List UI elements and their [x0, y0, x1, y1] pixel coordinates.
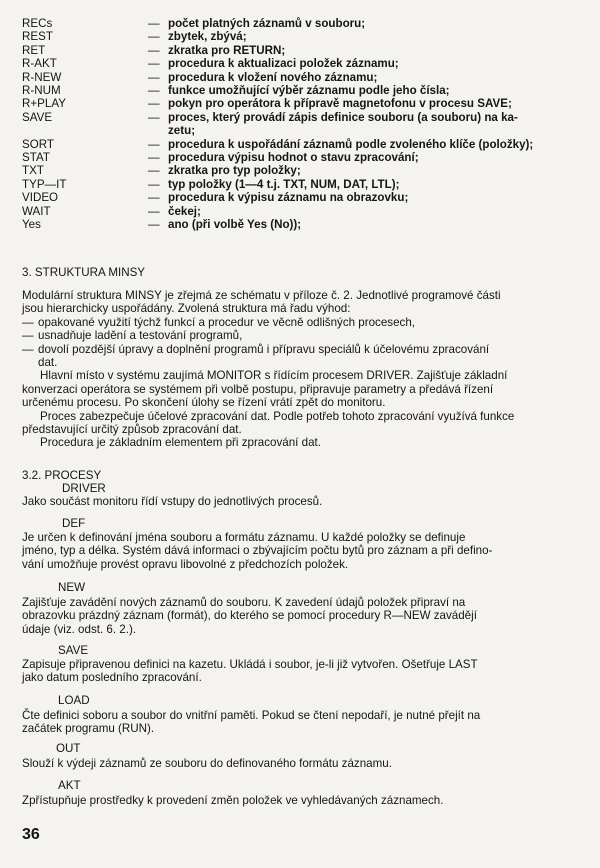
- process-line: Zapisuje připravenou definici na kazetu. Ukládá i soubor, je-li již vytvořen. Ošetřuje LAST: [22, 658, 478, 671]
- section-body: [22, 289, 592, 450]
- glossary-dash: —: [148, 97, 160, 111]
- glossary-dash: —: [148, 204, 160, 218]
- glossary-term: RET: [22, 43, 46, 57]
- glossary-row: [22, 97, 592, 110]
- glossary-row: [22, 71, 592, 84]
- process-name: DEF: [62, 517, 86, 530]
- glossary-term: STAT: [22, 151, 50, 165]
- process-line: Slouží k výdeji záznamů ze souboru do definovaného formátu záznamu.: [22, 757, 392, 770]
- glossary-row: [22, 164, 592, 177]
- process-description: [22, 794, 588, 807]
- process-description: [22, 531, 588, 571]
- glossary-term: WAIT: [22, 204, 51, 218]
- process-line: jméno, typ a délka. Systém dává informaci o zbývajícím počtu bytů pro záznam a při defino-: [22, 544, 493, 558]
- glossary-dash: —: [148, 110, 160, 124]
- glossary-term: R-NEW: [22, 70, 62, 84]
- glossary-definition-line: proces, který provádí zápis definice souboru (a souboru) na ka-: [168, 110, 518, 124]
- paragraph-line: Hlavní místo v systému zaujímá MONITOR s řídícím procesem DRIVER. Zajišťuje základní: [40, 369, 508, 383]
- process-line: Zajišťuje zavádění nových záznamů do souboru. K zavedení údajů položek připraví na: [22, 596, 466, 609]
- bullet-item: [22, 329, 592, 342]
- glossary-term: Yes: [22, 218, 41, 232]
- glossary-definition: procedura k uspořádání záznamů podle zvoleného klíče (položky);: [168, 137, 534, 151]
- glossary-dash: —: [148, 57, 160, 71]
- glossary-list: [22, 17, 592, 232]
- bullet-text: usnadňuje ladění a testování programů,: [38, 329, 243, 343]
- glossary-term: R-NUM: [22, 84, 61, 98]
- process-name: AKT: [58, 779, 81, 792]
- process-line: jako datum posledního zpracování.: [22, 671, 202, 685]
- glossary-definition: procedura k aktualizaci položek záznamu;: [168, 57, 399, 71]
- paragraph-line: jsou hierarchicky uspořádány. Zvolená struktura má řadu výhod:: [22, 302, 351, 316]
- glossary-definition: zbytek, zbývá;: [168, 30, 247, 44]
- bullet-text: dovolí pozdější úpravy a doplnění programů i přípravu speciálů k účelovému zpracování: [38, 342, 490, 356]
- glossary-row: [22, 30, 592, 43]
- paragraph-line: představující určitý způsob zpracování dat.: [22, 423, 242, 437]
- glossary-dash: —: [148, 137, 160, 151]
- glossary-definition: čekej;: [168, 204, 201, 218]
- glossary-definition: [168, 111, 592, 138]
- glossary-term: TXT: [22, 164, 44, 178]
- bullet-text: opakované využití týchž funkcí a procedur ve věcně odlišných procesech,: [38, 315, 416, 329]
- glossary-dash: —: [148, 177, 160, 191]
- glossary-dash: —: [148, 70, 160, 84]
- process-name: LOAD: [58, 694, 90, 707]
- glossary-term: R-AKT: [22, 57, 57, 71]
- paragraph-line: konverzaci operátora se systémem při volbě postupu, připravuje parametry a předává řízení: [22, 382, 494, 396]
- glossary-definition: ano (při volbě Yes (No));: [168, 218, 302, 232]
- glossary-definition: počet platných záznamů v souboru;: [168, 17, 366, 30]
- process-line: Je určen k definování jména souboru a formátu záznamu. U každé položky se definuje: [22, 531, 466, 544]
- process-line: začátek programu (RUN).: [22, 722, 155, 736]
- process-line: vání umožňuje provést opravu libovolné z předchozích položek.: [22, 557, 349, 571]
- process-description: [22, 495, 588, 508]
- bullet-dash: —: [22, 315, 34, 329]
- process-name: SAVE: [58, 644, 89, 657]
- glossary-dash: —: [148, 17, 160, 30]
- process-line: údaje (viz. odst. 6. 2.).: [22, 622, 137, 636]
- process-name: DRIVER: [62, 482, 106, 495]
- glossary-row: [22, 218, 592, 231]
- process-description: [22, 658, 588, 685]
- subsection-heading: 3.2. PROCESY: [22, 469, 102, 482]
- glossary-dash: —: [148, 164, 160, 178]
- glossary-row: [22, 138, 592, 151]
- glossary-dash: —: [148, 84, 160, 98]
- glossary-term: SORT: [22, 137, 54, 151]
- process-line: Zpřístupňuje prostředky k provedení změn položek ve vyhledávaných záznamech.: [22, 794, 444, 807]
- glossary-row: [22, 205, 592, 218]
- glossary-dash: —: [148, 30, 160, 44]
- process-description: [22, 596, 588, 636]
- bullet-dash: —: [22, 342, 34, 356]
- bullet-continuation: dat.: [38, 356, 58, 370]
- glossary-row: [22, 17, 592, 30]
- paragraph-line: Procedura je základním elementem při zpracování dat.: [40, 436, 321, 450]
- process-description: [22, 757, 588, 770]
- process-name: NEW: [58, 581, 86, 594]
- glossary-row: [22, 191, 592, 204]
- glossary-term: VIDEO: [22, 191, 59, 205]
- process-line: Jako součást monitoru řídí vstupy do jednotlivých procesů.: [22, 495, 323, 508]
- page-number: 36: [22, 826, 40, 843]
- process-line: obrazovku prázdný záznam (formát), do kterého se pomocí procedury R—NEW zavádějí: [22, 609, 477, 623]
- glossary-definition: pokyn pro operátora k přípravě magnetofonu v procesu SAVE;: [168, 97, 512, 111]
- glossary-term: REST: [22, 30, 53, 44]
- glossary-definition: funkce umožňující výběr záznamu podle jeho čísla;: [168, 84, 450, 98]
- glossary-definition: zkratka pro typ položky;: [168, 164, 301, 178]
- bullet-item: [22, 343, 592, 356]
- section-heading: 3. STRUKTURA MINSY: [22, 266, 146, 279]
- glossary-row: [22, 84, 592, 97]
- glossary-dash: —: [148, 218, 160, 232]
- glossary-definition: procedura výpisu hodnot o stavu zpracování;: [168, 151, 419, 165]
- glossary-definition-line: zetu;: [168, 124, 196, 138]
- glossary-term: SAVE: [22, 110, 53, 124]
- process-name: OUT: [56, 742, 81, 755]
- glossary-definition: typ položky (1—4 t.j. TXT, NUM, DAT, LTL);: [168, 177, 400, 191]
- glossary-row: [22, 151, 592, 164]
- paragraph-line: Proces zabezpečuje účelové zpracování dat. Podle potřeb tohoto zpracování využívá funkce: [40, 409, 515, 423]
- glossary-definition: zkratka pro RETURN;: [168, 43, 286, 57]
- glossary-row: [22, 57, 592, 70]
- glossary-dash: —: [148, 191, 160, 205]
- glossary-definition: procedura k vložení nového záznamu;: [168, 70, 378, 84]
- paragraph-line: určenému procesu. Po skončení úlohy se řízení vrátí zpět do monitoru.: [22, 396, 386, 410]
- process-line: Čte definici soboru a soubor do vnitřní paměti. Pokud se čtení nepodaří, je nutné přejít na: [22, 709, 481, 722]
- bullet-item: [22, 316, 592, 329]
- glossary-term: R+PLAY: [22, 97, 66, 111]
- glossary-definition: procedura k výpisu záznamu na obrazovku;: [168, 191, 409, 205]
- process-description: [22, 709, 588, 736]
- glossary-term: TYP—IT: [22, 177, 67, 191]
- glossary-dash: —: [148, 43, 160, 57]
- glossary-dash: —: [148, 151, 160, 165]
- glossary-row: [22, 111, 592, 138]
- glossary-row: [22, 44, 592, 57]
- paragraph-line: Modulární struktura MINSY je zřejmá ze schématu v příloze č. 2. Jednotlivé programové části: [22, 289, 501, 302]
- bullet-dash: —: [22, 329, 34, 343]
- glossary-row: [22, 178, 592, 191]
- glossary-term: RECs: [22, 17, 53, 30]
